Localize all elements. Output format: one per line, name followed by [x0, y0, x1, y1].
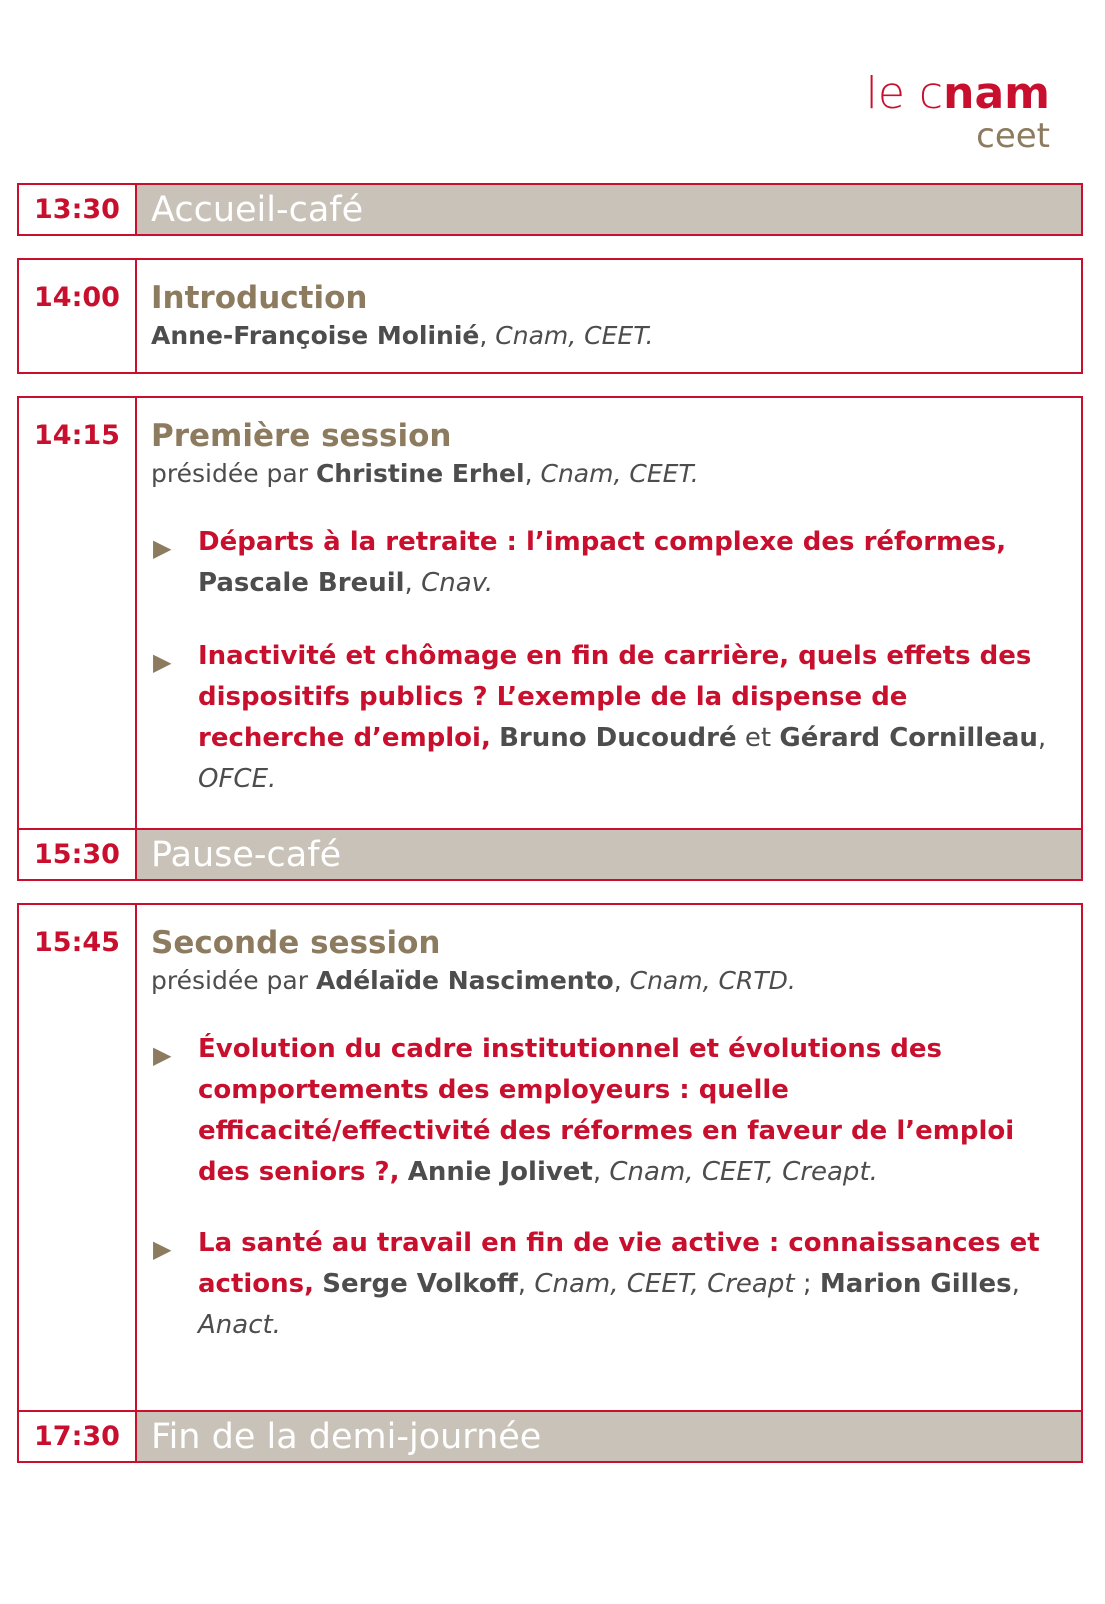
talk-affiliation: Cnam, CEET, Creapt	[534, 1269, 795, 1299]
session-title: Seconde session	[151, 925, 441, 961]
logo-le-cnam	[865, 68, 1050, 119]
break-label: Accueil-café	[137, 185, 1081, 234]
time-slot: 14:00	[19, 260, 137, 372]
schedule-row-1545	[17, 903, 1083, 1412]
schedule-row-1530	[17, 828, 1083, 881]
chair-line: présidée par Adélaïde Nascimento, Cnam, CRTD.	[151, 966, 796, 995]
speaker-name: Anne-Françoise Molinié	[151, 321, 480, 350]
chair-affiliation: Cnam, CEET.	[540, 459, 699, 488]
time-slot: 15:30	[19, 830, 137, 879]
speaker-joiner: et	[744, 723, 772, 753]
session-title: Première session	[151, 418, 452, 454]
chair-prefix: présidée par	[151, 966, 308, 995]
logo-ceet: ceet	[976, 116, 1050, 156]
session-title: Introduction	[151, 280, 368, 316]
chair-prefix: présidée par	[151, 459, 308, 488]
chair-affiliation: Cnam, CRTD.	[629, 966, 796, 995]
talk-item: ▶ La santé au travail en fin de vie active : connaissances et actions, Serge Volkoff, Cnam, CEET, Creapt ; Marion Gilles, Anact.	[153, 1228, 1040, 1340]
break-label: Pause-café	[137, 830, 1081, 879]
session-content	[151, 416, 1061, 800]
time-slot: 15:45	[19, 905, 137, 1412]
talk-affiliation: Cnam, CEET, Creapt.	[609, 1157, 878, 1187]
talk-title: Départs à la retraite : l’impact complexe des réformes,	[198, 527, 1007, 557]
cnam-ceet-logo	[865, 68, 1050, 156]
time-slot: 13:30	[19, 185, 137, 234]
speaker-line: Anne-Françoise Molinié, Cnam, CEET.	[151, 321, 654, 350]
talk-speaker: Gérard Cornilleau	[779, 723, 1038, 753]
talk-speaker: Bruno Ducoudré	[499, 723, 737, 753]
schedule-row-1400	[17, 258, 1083, 374]
triangle-right-icon: ▶	[153, 648, 172, 676]
triangle-right-icon: ▶	[153, 1041, 172, 1069]
time-slot: 14:15	[19, 398, 137, 830]
chair-line: présidée par Christine Erhel, Cnam, CEET.	[151, 459, 699, 488]
speaker-affiliation: Cnam, CEET.	[495, 321, 654, 350]
schedule-row-1415	[17, 396, 1083, 830]
triangle-right-icon: ▶	[153, 534, 172, 562]
triangle-right-icon: ▶	[153, 1235, 172, 1263]
logo-light-text: le c	[865, 68, 944, 119]
schedule-row-1730	[17, 1410, 1083, 1463]
talk-item: ▶ Départs à la retraite : l’impact complexe des réformes, Pascale Breuil, Cnav.	[153, 527, 1007, 598]
speaker-separator: ;	[802, 1269, 812, 1299]
talk-speaker: Serge Volkoff	[322, 1269, 518, 1299]
talk-speaker: Marion Gilles	[819, 1269, 1012, 1299]
talk-item: ▶ Inactivité et chômage en fin de carrière, quels effets des dispositifs publics ? L’exemple de la dispense de recherche d’emploi, Bruno Ducoudré et Gérard Cornilleau, OFCE.	[153, 641, 1047, 794]
chair-name: Christine Erhel	[315, 459, 525, 488]
talk-speaker: Pascale Breuil	[198, 568, 405, 598]
talk-item: ▶ Évolution du cadre institutionnel et évolutions des comportements des employeurs : quelle efficacité/effectivité des réformes en faveur de l’emploi des seniors ?, Annie Jolivet, Cnam, CEET, Creapt.	[153, 1034, 1015, 1187]
talk-title: Évolution du cadre institutionnel et évolutions des comportements des employeurs : quelle efficacité/effectivité des réformes en faveur de l’emploi des seniors ?,	[198, 1034, 1015, 1187]
talk-affiliation: Anact.	[198, 1310, 281, 1340]
logo-bold-text: nam	[943, 68, 1050, 119]
schedule-row-1330	[17, 183, 1083, 236]
talk-title: La santé au travail en fin de vie active : connaissances et actions,	[198, 1228, 1040, 1299]
talk-title: Inactivité et chômage en fin de carrière, quels effets des dispositifs publics ? L’exemple de la dispense de recherche d’emploi,	[198, 641, 1032, 753]
time-slot: 17:30	[19, 1412, 137, 1461]
talk-affiliation: OFCE.	[198, 764, 277, 794]
talk-affiliation: Cnav.	[421, 568, 494, 598]
talk-speaker: Annie Jolivet	[407, 1157, 593, 1187]
break-label: Fin de la demi-journée	[137, 1412, 1081, 1461]
chair-name: Adélaïde Nascimento	[315, 966, 614, 995]
intro-content	[151, 278, 1061, 354]
session-content	[151, 923, 1061, 1346]
